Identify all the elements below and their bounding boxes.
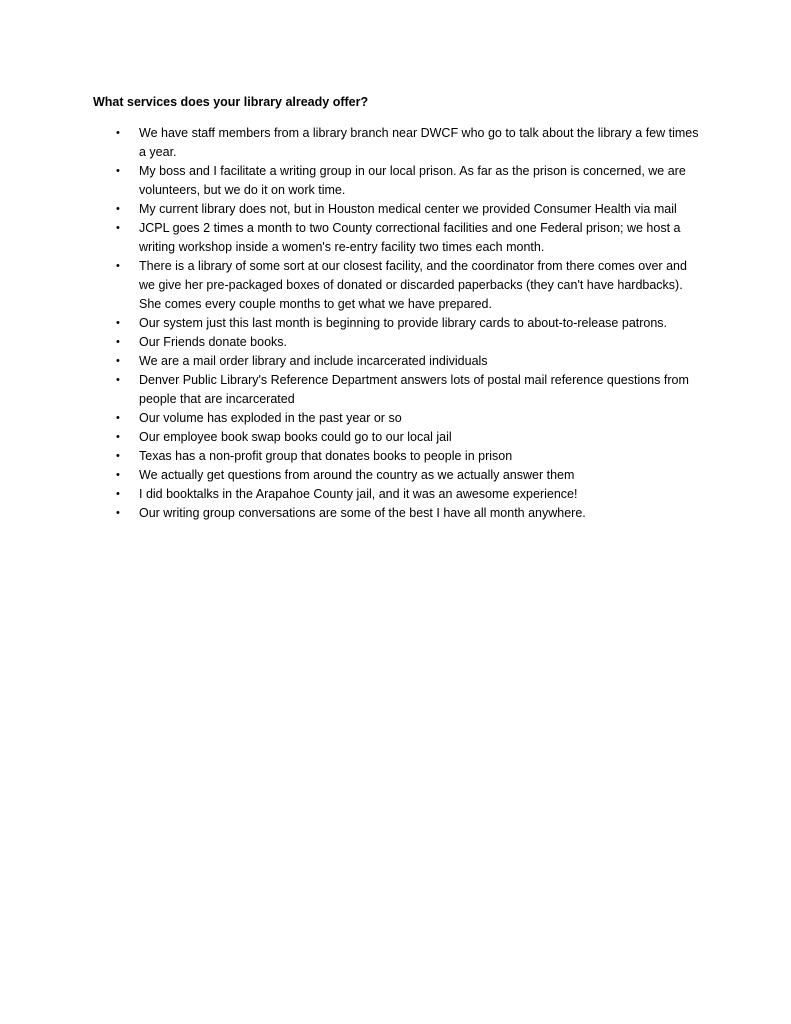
list-item-text: JCPL goes 2 times a month to two County correctional facilities and one Federal prison; we host a writing workshop inside a women's re-entry facility two times each month.: [139, 221, 681, 254]
bullet-icon: •: [116, 507, 120, 519]
bullet-icon: •: [116, 450, 120, 462]
bullet-icon: •: [116, 260, 120, 272]
bullet-icon: •: [116, 222, 120, 234]
bullet-icon: •: [116, 336, 120, 348]
list-item-text: Denver Public Library's Reference Department answers lots of postal mail reference questions from people that are incarcerated: [139, 373, 689, 406]
list-item-text: Our Friends donate books.: [139, 335, 287, 349]
list-item: [0, 219, 699, 257]
list-item: [0, 466, 699, 485]
bullet-icon: •: [116, 488, 120, 500]
list-item: [0, 371, 699, 409]
list-item-text: Our employee book swap books could go to our local jail: [139, 430, 452, 444]
list-item-text: There is a library of some sort at our closest facility, and the coordinator from there comes over and we give her pre-packaged boxes of donated or discarded paperbacks (they can't have hardbacks). She comes every couple months to get what we have prepared.: [139, 259, 687, 311]
list-item: [0, 485, 699, 504]
list-item: [0, 124, 699, 162]
list-item: [0, 200, 699, 219]
list-item-text: My current library does not, but in Houston medical center we provided Consumer Health via mail: [139, 202, 677, 216]
list-item: [0, 352, 699, 371]
bullet-icon: •: [116, 203, 120, 215]
list-item: [0, 409, 699, 428]
list-item-text: I did booktalks in the Arapahoe County jail, and it was an awesome experience!: [139, 487, 578, 501]
list-item: [0, 447, 699, 466]
bullet-icon: •: [116, 165, 120, 177]
list-item-text: Our system just this last month is beginning to provide library cards to about-to-release patrons.: [139, 316, 668, 330]
bullet-icon: •: [116, 374, 120, 386]
list-item: [0, 333, 699, 352]
bullet-icon: •: [116, 412, 120, 424]
bullet-icon: •: [116, 317, 120, 329]
list-item-text: Our writing group conversations are some of the best I have all month anywhere.: [139, 506, 586, 520]
list-item-text: We are a mail order library and include incarcerated individuals: [139, 354, 488, 368]
list-item: [0, 428, 699, 447]
list-item: [0, 162, 699, 200]
list-item-text: Our volume has exploded in the past year or so: [139, 411, 402, 425]
list-item: [0, 314, 699, 333]
services-list: [0, 124, 791, 523]
bullet-icon: •: [116, 469, 120, 481]
page-heading: What services does your library already offer?: [93, 95, 369, 109]
list-item: [0, 257, 699, 314]
list-item-text: We actually get questions from around the country as we actually answer them: [139, 468, 575, 482]
bullet-icon: •: [116, 127, 120, 139]
list-item-text: My boss and I facilitate a writing group in our local prison. As far as the prison is concerned, we are volunteers, but we do it on work time.: [139, 164, 686, 197]
bullet-icon: •: [116, 355, 120, 367]
bullet-icon: •: [116, 431, 120, 443]
list-item-text: We have staff members from a library branch near DWCF who go to talk about the library a few times a year.: [139, 126, 699, 159]
list-item: [0, 504, 699, 523]
list-item-text: Texas has a non-profit group that donates books to people in prison: [139, 449, 513, 463]
